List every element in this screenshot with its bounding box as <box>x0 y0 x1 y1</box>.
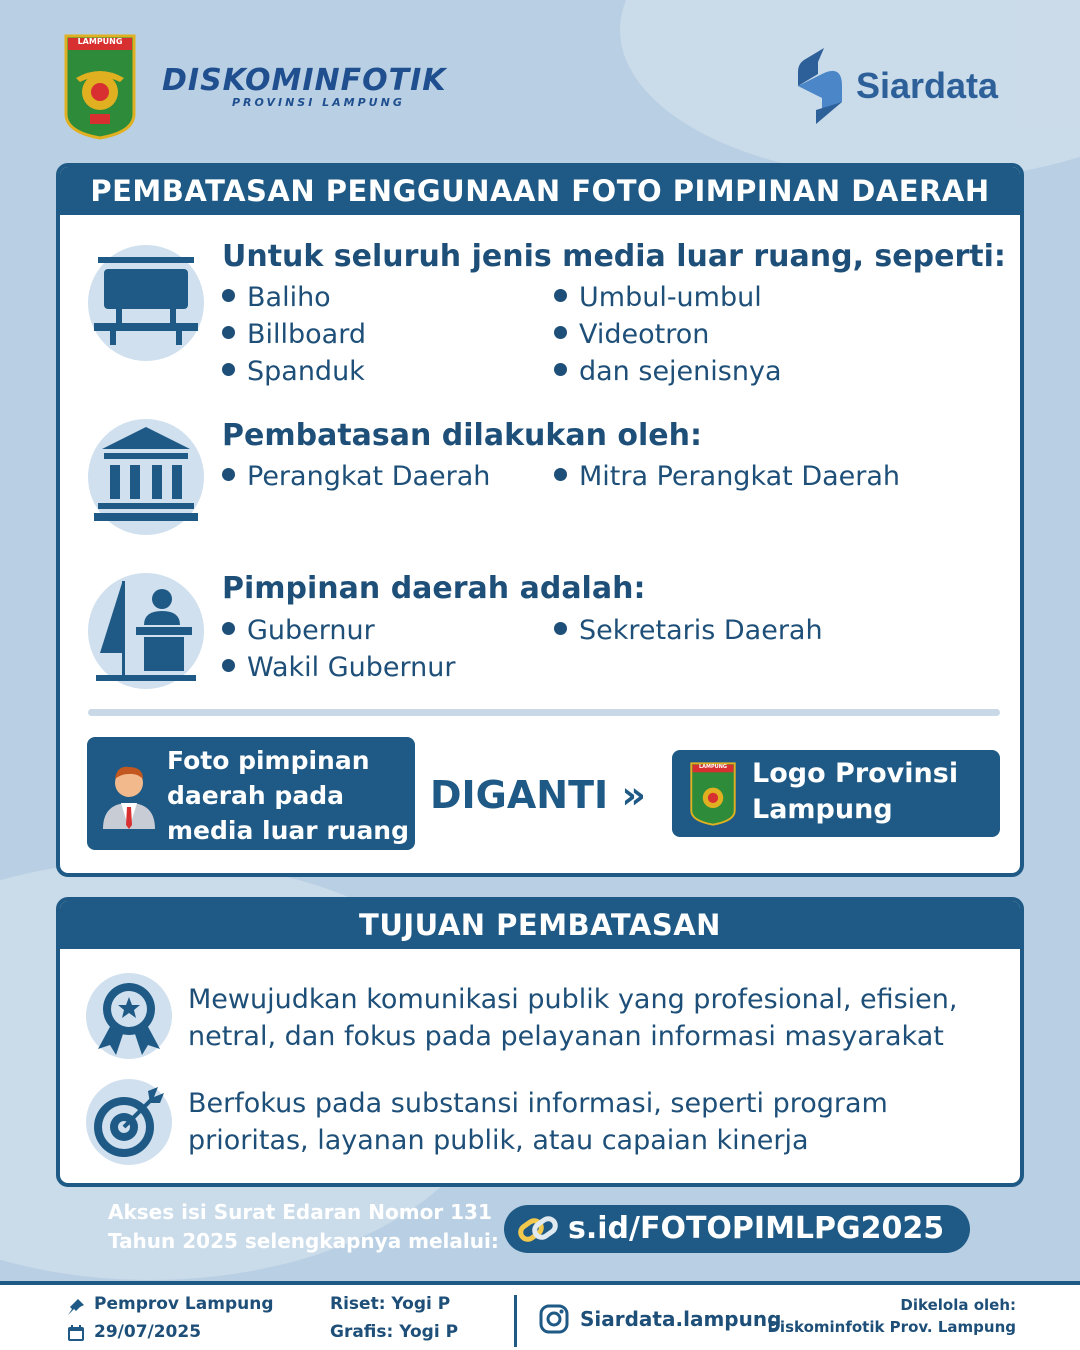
link-text[interactable]: s.id/FOTOPIMLPG2025 <box>568 1211 945 1246</box>
document-link[interactable] <box>504 1205 970 1253</box>
person-avatar-icon <box>99 759 159 829</box>
lampung-crest-small-icon <box>690 762 736 826</box>
diskominfotik-logo <box>162 63 447 109</box>
date-label: 29/07/2025 <box>94 1322 202 1342</box>
purpose-panel <box>56 897 1024 1187</box>
list-item: Baliho <box>222 282 331 313</box>
brand-name: Siardata <box>856 65 999 106</box>
panel-title: TUJUAN PEMBATASAN <box>60 901 1020 949</box>
link-icon <box>516 1211 560 1247</box>
access-note <box>108 1198 499 1256</box>
list-item: Spanduk <box>222 356 365 387</box>
replaced-arrow-label: DIGANTI » <box>430 773 646 817</box>
province-logo-box <box>672 750 1000 837</box>
list-item: Wakil Gubernur <box>222 652 455 683</box>
leader-photo-box <box>87 737 415 850</box>
source-label: Pemprov Lampung <box>94 1294 274 1314</box>
calendar-icon <box>66 1323 86 1343</box>
instagram-icon <box>538 1303 570 1335</box>
lampung-crest-logo <box>64 34 136 140</box>
goal-text: Mewujudkan komunikasi publik yang profesional, efisien, netral, dan fokus pada pelayanan informasi masyarakat <box>188 984 958 1052</box>
crest-small-label: LAMPUNG <box>698 764 728 770</box>
list-item: Perangkat Daerah <box>222 461 490 492</box>
header <box>0 0 1080 150</box>
billboard-icon <box>88 245 204 361</box>
list-item: Gubernur <box>222 615 375 646</box>
access-line: Akses isi Surat Edaran Nomor 131 <box>108 1200 492 1224</box>
target-icon <box>86 1079 172 1165</box>
government-building-icon <box>88 419 204 535</box>
restriction-panel <box>56 163 1024 877</box>
panel-title: PEMBATASAN PENGGUNAAN FOTO PIMPINAN DAERAH <box>60 167 1020 215</box>
instagram-handle[interactable]: Siardata.lampung <box>580 1307 782 1331</box>
siardata-icon <box>796 46 844 126</box>
managed-by: Diskominfotik Prov. Lampung <box>767 1318 1016 1336</box>
access-line: Tahun 2025 selengkapnya melalui: <box>108 1229 499 1253</box>
goal-text: Berfokus pada substansi informasi, seperti program prioritas, layanan publik, atau capaian kinerja <box>188 1088 888 1156</box>
crest-label: LAMPUNG <box>77 37 123 46</box>
agency-name: DISKOMINFOTIK <box>162 63 447 98</box>
research-credit: Riset: Yogi P <box>330 1294 451 1314</box>
list-item: dan sejenisnya <box>554 356 782 387</box>
list-item: Umbul-umbul <box>554 282 762 313</box>
leader-photo-label: Foto pimpinan daerah pada media luar ruang <box>167 746 410 845</box>
list-item: Videotron <box>554 319 709 350</box>
list-item: Mitra Perangkat Daerah <box>554 461 900 492</box>
province-logo-label: Logo Provinsi Lampung <box>752 758 959 825</box>
agency-subtitle: PROVINSI LAMPUNG <box>232 96 405 109</box>
award-badge-icon <box>86 973 172 1059</box>
managed-label: Dikelola oleh: <box>900 1296 1016 1314</box>
divider <box>88 709 1000 716</box>
section-media-title: Untuk seluruh jenis media luar ruang, seperti: <box>222 239 1006 274</box>
section-actor-title: Pembatasan dilakukan oleh: <box>222 418 702 453</box>
podium-speaker-icon <box>88 573 204 689</box>
section-leader-title: Pimpinan daerah adalah: <box>222 571 646 606</box>
footer <box>0 1281 1080 1350</box>
graphics-credit: Grafis: Yogi P <box>330 1322 459 1342</box>
list-item: Billboard <box>222 319 366 350</box>
list-item: Sekretaris Daerah <box>554 615 823 646</box>
pin-icon <box>66 1297 86 1317</box>
siardata-logo <box>796 46 998 126</box>
footer-divider <box>514 1295 517 1347</box>
